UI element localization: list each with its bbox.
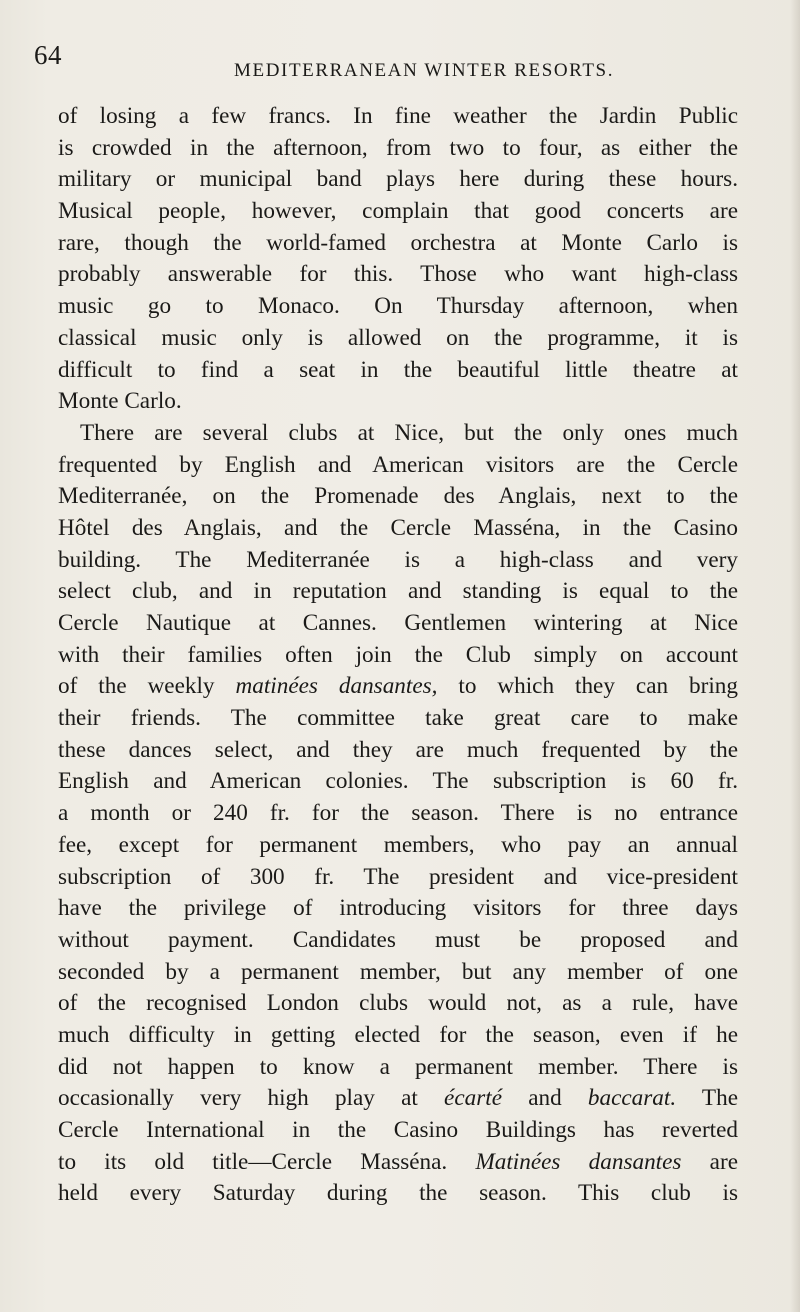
text-line: fee, except for permanent members, who pay an annual: [58, 831, 738, 858]
page-number: 64: [34, 40, 62, 70]
italic-run: matinées dansantes,: [235, 673, 438, 700]
text-line-with-italic: [58, 1083, 738, 1115]
text-line: these dances select, and they are much frequented by the: [58, 736, 738, 763]
text-line: their friends. The committee take great care to make: [58, 705, 738, 732]
text-run: The: [676, 1085, 738, 1112]
text-line: difficult to find a seat in the beautiful little theatre at: [58, 356, 738, 383]
text-line: rare, though the world-famed orchestra at Monte Carlo is: [58, 229, 738, 256]
text-line: of the recognised London clubs would not, as a rule, have: [58, 990, 738, 1017]
italic-run: baccarat.: [587, 1085, 677, 1112]
text-line: Cercle Nautique at Cannes. Gentlemen wintering at Nice: [58, 610, 738, 636]
text-line: subscription of 300 fr. The president and vice-president: [58, 863, 738, 890]
text-line: held every Saturday during the season. This club is: [58, 1180, 738, 1207]
text-line: Hôtel des Anglais, and the Cercle Masséna, in the Casino: [58, 514, 738, 541]
text-line-with-italic: [58, 1147, 738, 1179]
running-head: MEDITERRANEAN WINTER RESORTS.: [234, 60, 615, 81]
text-line: music go to Monaco. On Thursday afternoon, when: [58, 293, 738, 320]
italic-run: écarté: [444, 1085, 502, 1112]
text-line: without payment. Candidates must be proposed and: [58, 926, 738, 953]
text-line: with their families often join the Club simply on account: [58, 641, 738, 668]
text-line: classical music only is allowed on the programme, it is: [58, 324, 738, 351]
text-line: is crowded in the afternoon, from two to four, as either the: [58, 134, 738, 161]
paragraph-end-line: Monte Carlo.: [58, 388, 182, 415]
paragraph-start-line: There are several clubs at Nice, but the only ones much: [80, 419, 738, 446]
text-line-with-italic: [58, 671, 738, 703]
text-line: seconded by a permanent member, but any member of one: [58, 958, 738, 985]
page-header: [34, 40, 734, 80]
text-line: select club, and in reputation and standing is equal to the: [58, 578, 738, 605]
page-edge-shadow: [790, 0, 800, 1312]
text-run: to its old title—Cercle Masséna.: [58, 1148, 476, 1175]
italic-run: Matinées dansantes: [475, 1148, 682, 1175]
text-line: did not happen to know a permanent member. There is: [58, 1053, 738, 1080]
text-line: much difficulty in getting elected for the season, even if he: [58, 1021, 738, 1048]
text-line: English and American colonies. The subscription is 60 fr.: [58, 768, 738, 795]
text-run: of the weekly: [58, 673, 236, 700]
text-run: to which they can bring: [437, 673, 738, 700]
text-line: Musical people, however, complain that good concerts are: [58, 198, 738, 225]
text-line: frequented by English and American visitors are the Cercle: [58, 451, 738, 478]
text-line: of losing a few francs. In fine weather the Jardin Public: [58, 103, 738, 129]
text-line: a month or 240 fr. for the season. There is no entrance: [58, 800, 738, 827]
text-line: military or municipal band plays here during these hours.: [58, 166, 738, 193]
text-run: occasionally very high play at: [58, 1085, 445, 1112]
text-run: and: [501, 1085, 588, 1112]
text-line: have the privilege of introducing visitors for three days: [58, 895, 738, 922]
text-line: building. The Mediterranée is a high-class and very: [58, 546, 738, 573]
text-line: probably answerable for this. Those who want high-class: [58, 261, 738, 288]
body-text: [58, 101, 738, 1210]
text-run: are: [681, 1148, 738, 1175]
text-line: Cercle International in the Casino Buildings has reverted: [58, 1117, 738, 1143]
text-line: Mediterranée, on the Promenade des Anglais, next to the: [58, 483, 738, 510]
